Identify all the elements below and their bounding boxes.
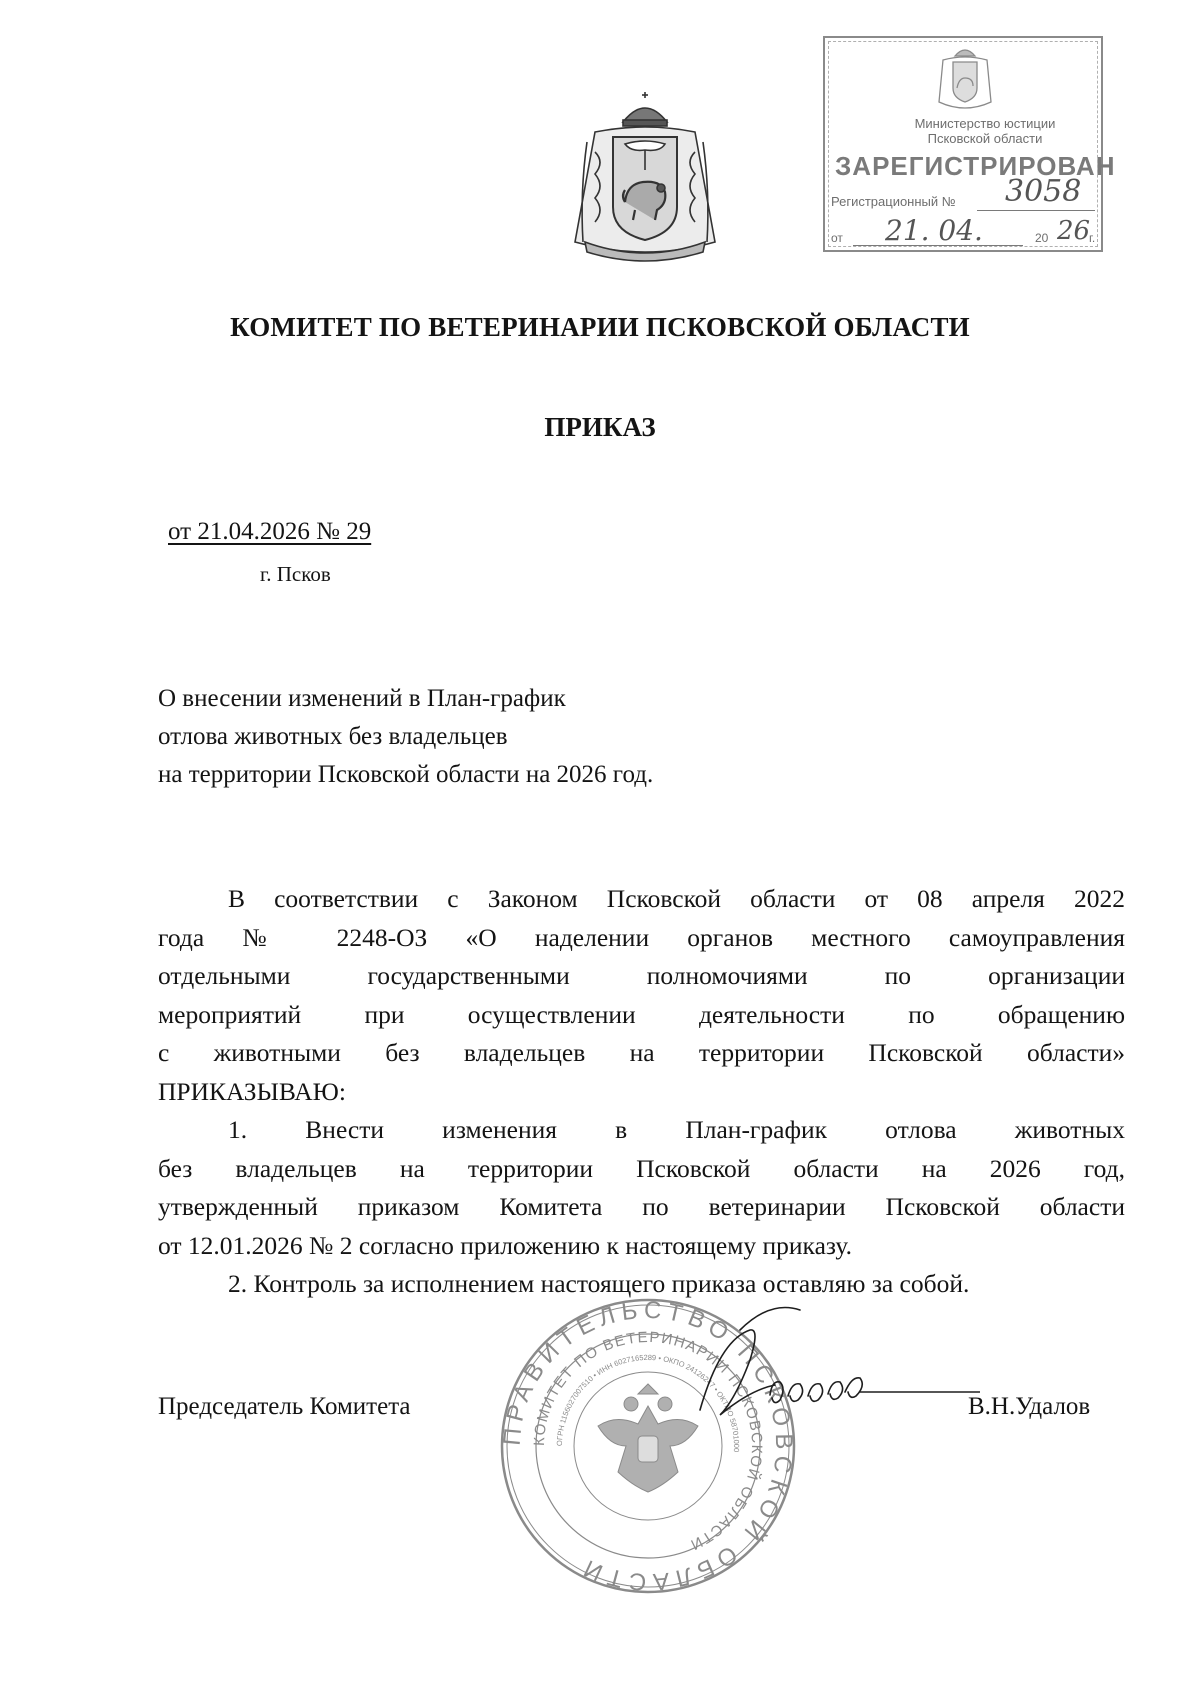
- subject-line: отлова животных без владельцев: [158, 723, 508, 750]
- body-line: с животными без владельцев на территории Псковской области»: [158, 1038, 1125, 1067]
- stamp-ministry-text: Министерство юстиции: [914, 116, 1056, 131]
- document-city: г. Псков: [260, 562, 331, 586]
- ministry-emblem-icon: [935, 44, 995, 114]
- body-line: мероприятий при осуществлении деятельности по обращению: [158, 999, 1125, 1029]
- document-date-number: от 21.04.2026 № 29: [168, 518, 372, 545]
- organization-name: КОМИТЕТ ПО ВЕТЕРИНАРИИ ПСКОВСКОЙ ОБЛАСТИ: [230, 312, 970, 342]
- subject-line: О внесении изменений в План-график: [158, 685, 566, 712]
- body-line: 2. Контроль за исполнением настоящего приказа оставляю за собой.: [228, 1269, 970, 1298]
- stamp-region-text: Псковской области: [927, 131, 1043, 146]
- stamp-year-prefix: 20: [1035, 231, 1049, 245]
- document-type: ПРИКАЗ: [544, 412, 656, 442]
- registration-stamp: [823, 36, 1116, 252]
- signer-title: Председатель Комитета: [158, 1393, 411, 1420]
- body-line: 1. Внести изменения в План-график отлова животных: [228, 1115, 1125, 1144]
- stamp-year-suffix: г.: [1089, 231, 1096, 245]
- signer-name: В.Н.Удалов: [968, 1393, 1091, 1420]
- seal-outer-text: ПРАВИТЕЛЬСТВО ПСКОВСКОЙ ОБЛАСТИ: [498, 1296, 798, 1596]
- stamp-reg-number: 3058: [1005, 174, 1082, 209]
- stamp-reg-underline: [977, 210, 1095, 211]
- body-line: года № 2248-ОЗ «О наделении органов местного самоуправления: [158, 922, 1125, 952]
- stamp-year: 26: [1057, 216, 1091, 246]
- seal-inner-text: КОМИТЕТ ПО ВЕТЕРИНАРИИ ПСКОВСКОЙ ОБЛАСТИ: [530, 1328, 766, 1554]
- body-line: ПРИКАЗЫВАЮ:: [158, 1076, 346, 1106]
- stamp-reg-label: Регистрационный №: [831, 194, 956, 209]
- subject-line: на территории Псковской области на 2026 год.: [158, 761, 654, 788]
- document-subject: [158, 680, 653, 794]
- body-line: от 12.01.2026 № 2 согласно приложению к настоящему приказу.: [158, 1230, 852, 1260]
- stamp-date-underline: [853, 245, 1023, 246]
- stamp-registered-text: ЗАРЕГИСТРИРОВАН: [835, 151, 1116, 181]
- body-line: без владельцев на территории Псковской области на 2026 год,: [158, 1153, 1125, 1183]
- coat-of-arms-icon: [565, 92, 725, 267]
- handwritten-signature: [680, 1300, 980, 1440]
- seal-codes-text: ОГРН 1156027007510 • ИНН 6027165289 • ОКПО 24126247 • ОКТМО 58701000: [554, 1352, 742, 1453]
- body-line: отдельными государственными полномочиями по организации: [158, 961, 1125, 990]
- stamp-date: 21. 04.: [885, 214, 983, 247]
- body-line: В соответствии с Законом Псковской области от 08 апреля 2022: [228, 884, 1125, 913]
- stamp-from-label: от: [831, 231, 843, 245]
- body-line: утвержденный приказом Комитета по ветеринарии Псковской области: [158, 1192, 1125, 1221]
- document-body: [158, 880, 1125, 1304]
